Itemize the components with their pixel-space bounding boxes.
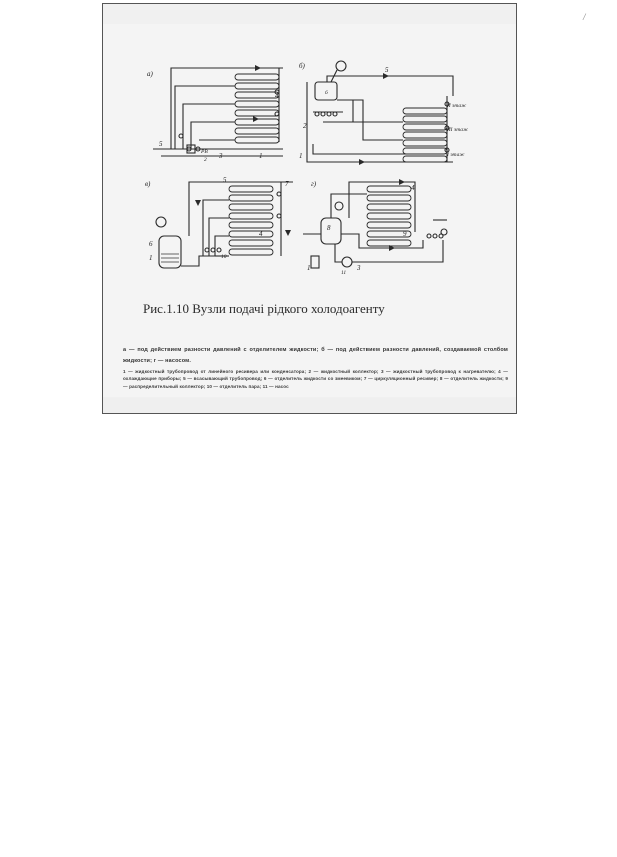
- panel-c-coil-stack: [229, 186, 273, 255]
- figure-subtitle: а — под действием разности давлений с отделителем жидкости; б — под действием разности давлений, создаваемой столбом жидкости; г — насосом.: [123, 347, 508, 364]
- label-d-4: 4: [411, 184, 415, 192]
- corner-mark: /: [583, 12, 586, 22]
- panel-d-pump: [342, 257, 352, 267]
- panel-d-letter: г): [311, 180, 317, 188]
- label-d-8: 8: [327, 224, 331, 232]
- panel-c-letter: в): [145, 180, 151, 188]
- panel-b-letter: б): [299, 62, 305, 70]
- label-c-1: 1: [149, 254, 153, 262]
- label-b-1: 1: [299, 152, 303, 160]
- panel-a-coil-stack: [235, 74, 279, 143]
- label-c-7: 7: [285, 180, 289, 188]
- panel-b-coil-stack: [403, 108, 447, 162]
- label-b-floor-1: I этаж: [447, 152, 465, 158]
- panel-a-letter: a): [147, 70, 153, 78]
- label-b-floor-3: III этаж: [447, 127, 469, 133]
- panel-a-diagram: [147, 65, 283, 163]
- label-c-6: 6: [149, 240, 153, 248]
- panel-d-separator: [321, 218, 341, 244]
- label-a-5: 5: [159, 140, 163, 148]
- panel-c-receiver: [159, 236, 181, 268]
- figure-legend: 1 — жидкостный трубопровод от линейного ресивера или конденсатора; 2 — жидкостный коллектор; 3 — жидкостный трубопровод к нагревателю; 4 — охлаждающие приборы; 5 — всасывающий трубопровод; 6 — отделитель жидкости со змеевиком; 7 — циркуляционный ресивер; 8 — отделитель жидкости; 9 — распределительный коллектор; 10 — отделитель пара; 11 — насос: [123, 369, 508, 389]
- label-d-3: 3: [357, 264, 361, 272]
- label-a-2: 2: [204, 157, 207, 163]
- panel-c-diagram: [145, 176, 293, 268]
- label-b-6: 6: [325, 90, 328, 96]
- label-a-rv: РВ: [201, 149, 208, 155]
- label-d-11: 11: [341, 270, 347, 276]
- label-c-5: 5: [223, 176, 227, 184]
- label-a-1: 1: [259, 152, 263, 160]
- label-c-10: 10: [221, 254, 227, 260]
- refrigerant-supply-diagram: [103, 4, 518, 294]
- label-b-5: 5: [385, 66, 389, 74]
- label-b-2: 2: [303, 122, 307, 130]
- label-d-9: 9: [403, 230, 407, 238]
- panel-d-diagram: [303, 179, 447, 276]
- panel-b-diagram: [299, 61, 469, 165]
- figure-caption: Рис.1.10 Вузли подачі рідкого холодоагенту: [143, 301, 385, 316]
- label-b-floor-2: II этаж: [447, 103, 467, 109]
- label-d-1: 1: [307, 264, 311, 272]
- label-a-3: 3: [219, 152, 223, 160]
- figure-frame: [102, 3, 586, 414]
- label-c-4: 4: [259, 230, 263, 238]
- label-a-4: 4: [275, 92, 279, 100]
